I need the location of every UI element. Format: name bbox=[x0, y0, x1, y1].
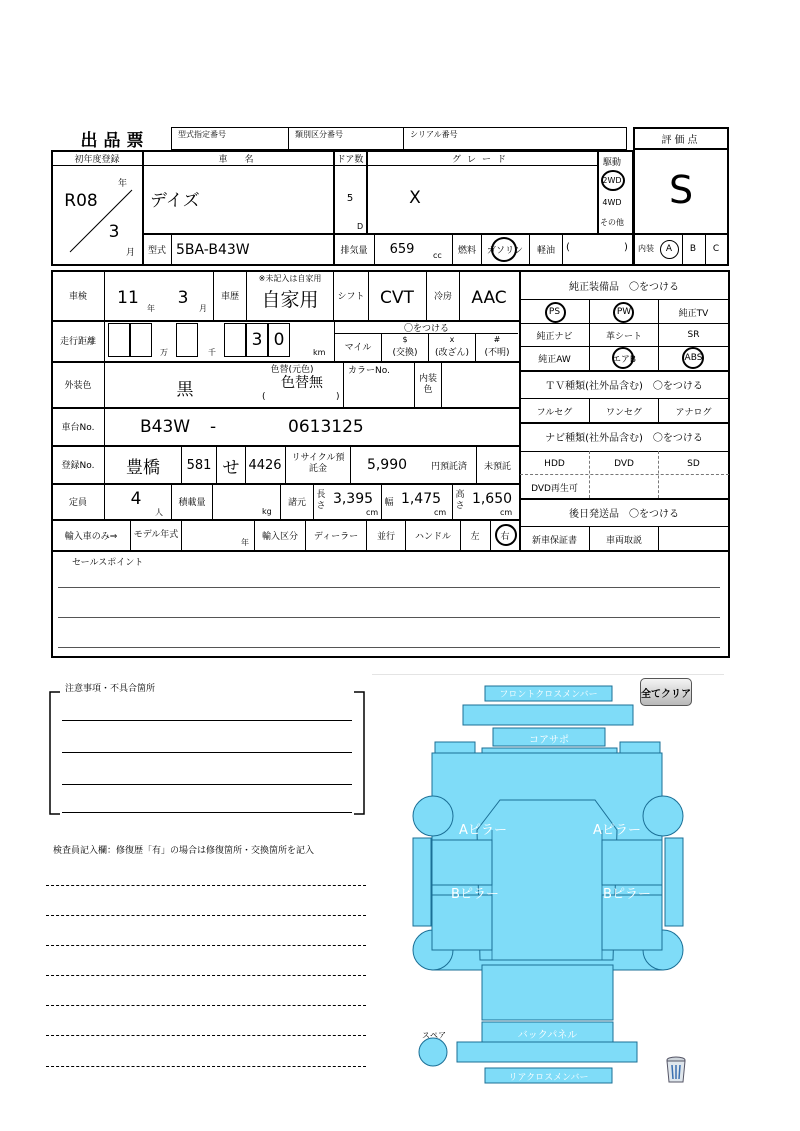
opt-pw[interactable]: PW bbox=[616, 307, 632, 317]
shift-label: シフト bbox=[337, 291, 365, 302]
repaint-paren-open: ( bbox=[262, 392, 266, 402]
opt-abs-circle bbox=[682, 347, 704, 369]
drive-other[interactable]: その他 bbox=[600, 217, 624, 227]
length-label: 長さ bbox=[316, 490, 326, 511]
interior-label: 内装 bbox=[638, 244, 654, 253]
opt-genuine-aw[interactable]: 純正AW bbox=[538, 354, 571, 365]
radiator-right bbox=[620, 742, 660, 754]
exterior-label: 外装色 bbox=[64, 380, 92, 391]
tamper-option[interactable]: (改ざん) bbox=[434, 347, 470, 358]
unknown-option[interactable]: (不明) bbox=[484, 347, 510, 358]
drive-4wd[interactable]: 4WD bbox=[602, 197, 622, 207]
fuel-paren-open: ( bbox=[566, 242, 570, 253]
doors-unit: D bbox=[357, 222, 364, 231]
displacement-label: 排気量 bbox=[340, 245, 368, 256]
radiator-left bbox=[435, 742, 475, 754]
reg-number: 4426 bbox=[248, 457, 282, 473]
later-warranty[interactable]: 新車保証書 bbox=[531, 535, 577, 546]
reg-area: 豊橋 bbox=[126, 457, 160, 478]
fuel-diesel[interactable]: 軽油 bbox=[536, 245, 555, 256]
model-year-unit: 年 bbox=[241, 538, 249, 547]
navi-sd[interactable]: SD bbox=[687, 459, 700, 469]
caution-bracket bbox=[48, 690, 366, 816]
serial-number-label: シリアル番号 bbox=[410, 130, 458, 139]
width-label: 幅 bbox=[384, 497, 394, 508]
rear-cross-label: リアクロスメンバー bbox=[508, 1072, 589, 1083]
drive-2wd-circle bbox=[601, 170, 625, 191]
opt-genuine-navi[interactable]: 純正ナビ bbox=[536, 331, 573, 342]
opt-genuine-tv[interactable]: 純正TV bbox=[678, 308, 709, 319]
left-door-front bbox=[432, 840, 492, 885]
recycle-label: リサイクル預託金 bbox=[291, 453, 345, 474]
clear-all-button[interactable]: 全てクリア bbox=[640, 678, 692, 706]
interior-color-label: 内装色 bbox=[418, 374, 437, 395]
unknown-symbol: # bbox=[493, 334, 501, 344]
load-label: 積載量 bbox=[178, 497, 206, 508]
mileage-man-unit: 万 bbox=[160, 348, 168, 357]
right-door-rear bbox=[602, 895, 662, 950]
capacity-label: 定員 bbox=[68, 497, 87, 508]
right-door-front bbox=[602, 840, 662, 885]
spare-label: スペア bbox=[422, 1031, 446, 1040]
dealer-option[interactable]: ディーラー bbox=[313, 531, 359, 542]
fuel-paren-close: ) bbox=[624, 242, 628, 253]
front-left-fender-top bbox=[463, 705, 633, 725]
car-name-label: 車 名 bbox=[218, 155, 258, 165]
inspection-label: 車検 bbox=[68, 291, 87, 302]
interior-b[interactable]: B bbox=[689, 244, 697, 254]
first-reg-month-unit: 月 bbox=[126, 248, 136, 258]
handle-label: ハンドル bbox=[414, 531, 451, 542]
reg-label: 登録No. bbox=[61, 460, 95, 471]
drive-label: 駆動 bbox=[602, 157, 621, 168]
mile-option[interactable]: マイル bbox=[344, 342, 372, 353]
import-label: 輸入車のみ⇒ bbox=[64, 531, 118, 542]
chassis-dash: - bbox=[210, 417, 217, 437]
fuel-label: 燃料 bbox=[457, 245, 476, 256]
left-door-rear bbox=[432, 895, 492, 950]
swap-option[interactable]: (交換) bbox=[392, 347, 418, 358]
capacity-unit: 人 bbox=[155, 508, 163, 517]
ac-label: 冷房 bbox=[433, 291, 452, 302]
shift-value: CVT bbox=[380, 288, 414, 308]
mileage-digit-1: 3 bbox=[251, 330, 263, 350]
first-reg-year: R08 bbox=[64, 191, 98, 211]
handle-right[interactable]: 右 bbox=[500, 531, 510, 542]
navi-dvd[interactable]: DVD bbox=[614, 459, 634, 469]
doors-label: ドア数 bbox=[336, 155, 364, 165]
displacement-value: 659 bbox=[389, 241, 415, 257]
navi-header: ナビ種類(社外品含む) 〇をつける bbox=[545, 432, 703, 444]
chassis-label: 車台No. bbox=[61, 422, 95, 433]
dims-label: 諸元 bbox=[287, 497, 306, 508]
handle-left[interactable]: 左 bbox=[470, 531, 480, 542]
history-value: 自家用 bbox=[261, 288, 319, 311]
reg-class: 581 bbox=[186, 457, 212, 473]
parallel-option[interactable]: 並行 bbox=[376, 531, 395, 542]
exterior-value: 黒 bbox=[176, 379, 194, 400]
later-header: 後日発送品 〇をつける bbox=[569, 508, 679, 520]
mileage-label: 走行距離 bbox=[59, 336, 96, 347]
spare-tire bbox=[419, 1038, 447, 1066]
model-value: 5BA-B43W bbox=[176, 242, 250, 258]
mileage-circle-note: 〇をつける bbox=[403, 323, 449, 334]
reg-kana: せ bbox=[222, 457, 240, 478]
opt-airbag-circle bbox=[612, 347, 634, 369]
drive-2wd[interactable]: 2WD bbox=[602, 175, 622, 185]
sales-point-label: セールスポイント bbox=[72, 558, 144, 568]
recycle-not[interactable]: 未預託 bbox=[483, 461, 511, 472]
height-label: 高さ bbox=[455, 490, 465, 511]
right-step-front bbox=[665, 838, 683, 926]
swap-symbol: $ bbox=[402, 334, 408, 344]
car-name-value: デイズ bbox=[150, 191, 200, 211]
fuel-gasoline[interactable]: ガソリン bbox=[486, 245, 523, 256]
width-value: 1,475 bbox=[400, 491, 442, 507]
tv-analog[interactable]: アナログ bbox=[675, 407, 712, 418]
mileage-digit-2: 0 bbox=[273, 330, 285, 350]
chassis-number: 0613125 bbox=[288, 417, 364, 437]
load-unit: kg bbox=[262, 507, 272, 516]
ac-value: AAC bbox=[471, 288, 507, 308]
grade-label: グレード bbox=[451, 155, 512, 165]
opt-airbag[interactable]: エアB bbox=[611, 354, 637, 365]
front-left-tire bbox=[413, 796, 453, 836]
inspection-month: 3 bbox=[177, 288, 189, 308]
type-number-label: 型式指定番号 bbox=[178, 130, 226, 139]
navi-dvd-play[interactable]: DVD再生可 bbox=[531, 483, 578, 494]
history-note: ※未記入は自家用 bbox=[258, 273, 322, 283]
tv-header: ＴＶ種類(社外品含む) 〇をつける bbox=[545, 380, 703, 392]
category-number-label: 類別区分番号 bbox=[295, 130, 343, 139]
form-title: 出品票 bbox=[80, 130, 150, 151]
eval-label: 評価点 bbox=[661, 134, 701, 146]
handle-right-circle bbox=[495, 524, 517, 546]
length-unit: cm bbox=[366, 508, 379, 517]
fuel-gasoline-circle bbox=[491, 237, 517, 262]
a-pillar-left-label: Aピラー bbox=[459, 822, 507, 838]
first-reg-label: 初年度登録 bbox=[74, 155, 120, 165]
back-panel-label: バックパネル bbox=[517, 1029, 578, 1041]
repaint-paren-close: ) bbox=[336, 392, 340, 402]
repaint-value: 色替無 bbox=[281, 375, 323, 391]
tv-oneseg[interactable]: ワンセグ bbox=[605, 407, 642, 418]
a-pillar-right-label: Aピラー bbox=[593, 822, 641, 838]
recycle-deposit[interactable]: 円預託済 bbox=[430, 461, 467, 472]
trash-icon[interactable] bbox=[664, 1056, 688, 1084]
later-manual[interactable]: 車両取説 bbox=[605, 535, 642, 546]
top-fields-box bbox=[171, 127, 627, 150]
grade-value: X bbox=[409, 188, 421, 208]
rear-bumper bbox=[457, 1042, 637, 1062]
genuine-header: 純正装備品 〇をつける bbox=[569, 281, 679, 293]
front-cross-label: フロントクロスメンバー bbox=[499, 690, 598, 700]
inspection-year-unit: 年 bbox=[147, 304, 155, 313]
opt-leather[interactable]: 革シート bbox=[605, 331, 642, 342]
import-class-label: 輸入区分 bbox=[261, 531, 298, 542]
history-label: 車歴 bbox=[220, 291, 239, 302]
first-reg-month: 3 bbox=[108, 222, 120, 242]
displacement-unit: cc bbox=[433, 251, 442, 260]
height-value: 1,650 bbox=[471, 491, 513, 507]
interior-a[interactable]: A bbox=[665, 244, 673, 254]
b-pillar-left-label: Bピラー bbox=[451, 886, 499, 902]
length-value: 3,395 bbox=[332, 491, 374, 507]
opt-ps[interactable]: PS bbox=[548, 307, 561, 317]
chassis-prefix: B43W bbox=[140, 417, 191, 437]
opt-abs[interactable]: ABS bbox=[684, 353, 703, 363]
color-no-label: カラーNo. bbox=[348, 366, 390, 376]
inspection-year: 11 bbox=[117, 288, 139, 308]
opt-pw-circle bbox=[613, 302, 634, 323]
doors-value: 5 bbox=[346, 192, 354, 204]
opt-ps-circle bbox=[545, 302, 566, 323]
repaint-label: 色替(元色) bbox=[270, 365, 314, 375]
model-year-label: モデル年式 bbox=[133, 529, 179, 540]
left-step-front bbox=[413, 838, 431, 926]
model-label: 型式 bbox=[147, 245, 166, 256]
capacity-value: 4 bbox=[130, 489, 142, 509]
recycle-value: 5,990 bbox=[366, 457, 408, 473]
interior-c[interactable]: C bbox=[712, 244, 720, 254]
tamper-symbol: x bbox=[449, 334, 455, 344]
mileage-sen-unit: 千 bbox=[208, 348, 216, 357]
b-pillar-right-label: Bピラー bbox=[603, 886, 651, 902]
eval-value: S bbox=[668, 168, 694, 212]
navi-hdd[interactable]: HDD bbox=[544, 459, 565, 469]
trunk bbox=[482, 965, 613, 1020]
opt-sr[interactable]: SR bbox=[687, 330, 700, 340]
tv-fullseg[interactable]: フルセグ bbox=[536, 407, 573, 418]
caution-label: 注意事項・不具合箇所 bbox=[63, 681, 157, 694]
inspector-label: 検査員記入欄：修復歴「有」の場合は修復箇所・交換箇所を記入 bbox=[53, 846, 315, 856]
interior-a-circle bbox=[660, 240, 679, 259]
width-unit: cm bbox=[434, 508, 447, 517]
first-reg-year-unit: 年 bbox=[118, 179, 128, 189]
core-support-label: コアサポ bbox=[529, 734, 569, 746]
inspection-month-unit: 月 bbox=[199, 304, 207, 313]
height-unit: cm bbox=[500, 508, 513, 517]
mileage-unit: km bbox=[313, 348, 326, 357]
